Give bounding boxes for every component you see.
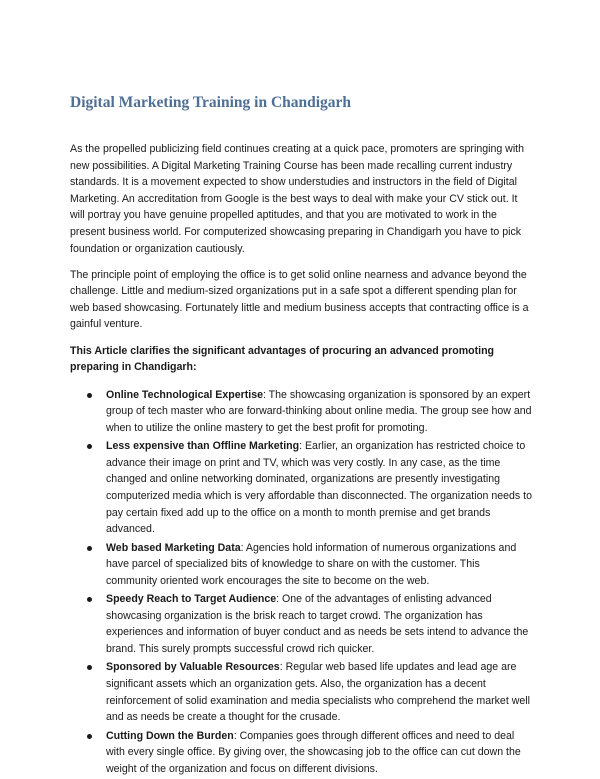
list-item-term: Speedy Reach to Target Audience (106, 593, 277, 606)
list-item-term: Sponsored by Valuable Resources (106, 661, 280, 674)
list-item-text: : One of the advantages of enlisting advanced showcasing organization is the brisk reach to target crowd. The organization has experiences and information of buyer conduct and as needs be sets intend to advance the brand. This surely prompts successful crowd rich quicker. (106, 593, 529, 656)
bullet-icon (87, 546, 92, 551)
list-item (70, 540, 532, 590)
list-item-term: Web based Marketing Data (106, 541, 241, 554)
lead-heading: This Article clarifies the significant advantages of procuring an advanced promoting preparing in Chandigarh: (70, 344, 495, 374)
list-item-text: : The showcasing organization is sponsored by an expert group of tech master who are forward-thinking about online media. The group see how and when to utilize the online mastery to get the best profit for promoting. (106, 388, 532, 434)
list-item (70, 591, 532, 657)
list-item (70, 728, 532, 778)
advantages-list (70, 387, 532, 778)
intro-paragraph: As the propelled publicizing field continues creating at a quick pace, promoters are springing with new possibilities. A Digital Marketing Training Course has been made recalling current industry standards. It is a movement expected to show understudies and instructors in the field of Digital Marketing. An accreditation from Google is the best ways to deal with make your CV stick out. It will portray you have genuine propelled aptitudes, and that you are motivated to work in the present business world. For computerized showcasing preparing in Chandigarh you have to pick foundation or organization cautiously. (70, 143, 525, 255)
list-item (70, 659, 532, 725)
list-item-text: : Agencies hold information of numerous organizations and have parcel of specialized bits of knowledge to share on with the customer. This community oriented work encourages the site to become on the web. (106, 541, 517, 587)
list-item-text: : Regular web based life updates and lead age are significant assets which an organization gets. Also, the organization has a decent reinforcement of solid examination and media specialists who comprehend the market well and as needs be create a thought for the crusade. (106, 661, 530, 724)
list-item-term: Cutting Down the Burden (106, 729, 234, 742)
bullet-icon (87, 734, 92, 739)
list-item (70, 387, 532, 437)
bullet-icon (87, 444, 92, 449)
list-item (70, 438, 532, 538)
bullet-icon (87, 393, 92, 398)
list-item-term: Online Technological Expertise (106, 388, 263, 401)
list-item-text: : Companies goes through different offices and need to deal with every single office. By giving over, the showcasing job to the office can cut down the weight of the organization and focus on different divisions. (106, 729, 521, 775)
bullet-icon (87, 597, 92, 602)
document-page (70, 93, 532, 779)
page-title: Digital Marketing Training in Chandigarh (70, 94, 352, 111)
purpose-paragraph: The principle point of employing the office is to get solid online nearness and advance beyond the challenge. Little and medium-sized organizations put in a safe spot a different spending plan for web based showcasing. Fortunately little and medium business accepts that contracting office is a gainful venture. (70, 268, 529, 331)
list-item-text: : Earlier, an organization has restricted choice to advance their image on print and TV, which was very costly. In any case, as the time changed and online networking dominated, organizations are presently investigating computerized media which is very affordable than disconnected. The organization needs to pay certain fixed add up to the office on a month to month premise and get brands advanced. (106, 440, 532, 536)
bullet-icon (87, 665, 92, 670)
list-item-term: Less expensive than Offline Marketing (106, 440, 300, 453)
